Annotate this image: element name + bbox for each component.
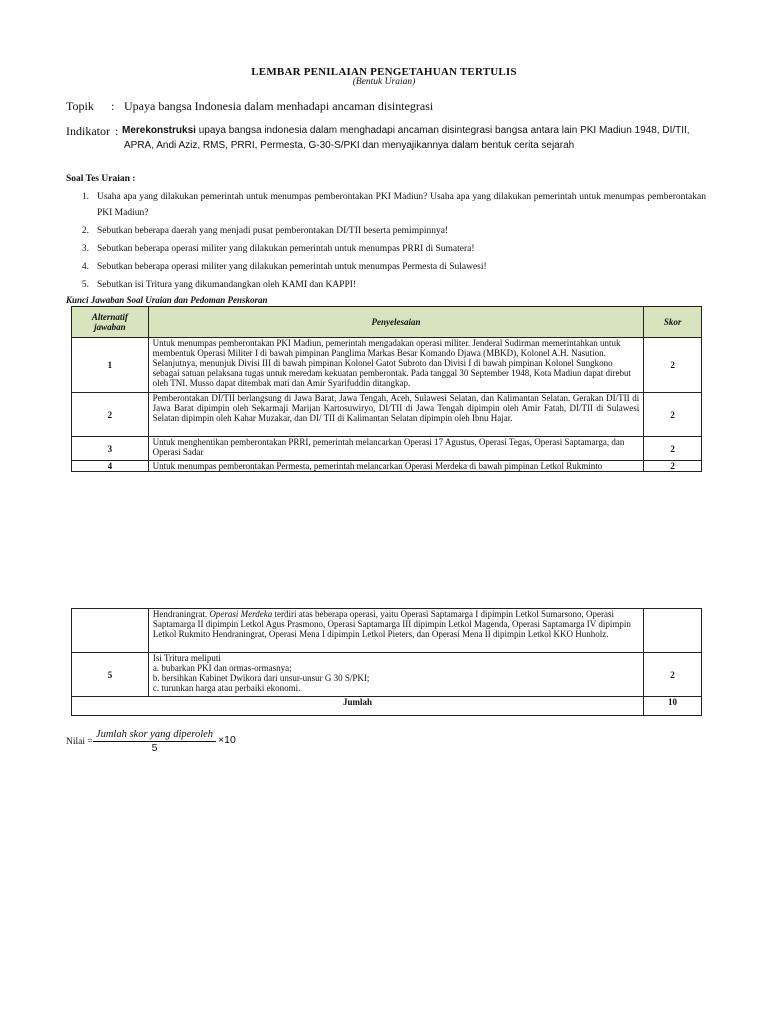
soal-item — [66, 259, 706, 275]
soal-text: Sebutkan beberapa operasi militer yang dilakukan pemerintah untuk menumpas Permesta di Sulawesi! — [97, 262, 487, 272]
table-row — [72, 437, 702, 461]
nilai-multiplier: ×10 — [218, 734, 236, 746]
soal-number: 2. — [81, 226, 89, 236]
row-answer: Untuk menumpas pemberontakan PKI Madiun, pemerintah mengadakan operasi militer. Jenderal Sudirman memerintahkan untuk membentuk Operasi Militer I di bawah pimpinan Panglima Markas Besar Komando Djawa (MBKD), Kolonel A.H. Nasution. Selanjutnya, menunjuk Divisi III di bawah pimpinan Kolonel Gatot Subroto dan Divisi I di bawah pimpinan Kolonel Sungkono sebagai satuan pelaksana tugas untuk meredam kekuatan pemberontak. Pada tanggal 30 September 1948, Kota Madiun dapat direbut oleh TNI. Musso dapat ditembak mati dan Amir Syarifuddin ditangkap. — [148, 338, 644, 393]
topik-separator: : — [111, 99, 115, 113]
cont-text-italic: Operasi Merdeka — [209, 609, 273, 619]
table-row — [72, 461, 702, 472]
row-number: 3 — [72, 437, 149, 461]
indikator-label: Indikator — [66, 124, 110, 138]
topik-text: Upaya bangsa Indonesia dalam menhadapi ancaman disintegrasi — [124, 99, 434, 113]
row-score: 2 — [644, 653, 702, 697]
row-answer: Untuk menumpas pemberontakan Permesta, pemerintah melancarkan Operasi Merdeka di bawah pimpinan Letkol Rukminto — [148, 461, 644, 472]
indikator-separator: : — [115, 124, 119, 138]
answer-table-continued — [71, 608, 702, 716]
row-number: 4 — [72, 461, 149, 472]
topik-label: Topik — [66, 99, 94, 113]
row-answer-continued — [148, 609, 643, 653]
tritura-line: b. bersihkan Kabinet Dwikora dari unsur-unsur G 30 S/PKI; — [152, 673, 370, 683]
table-row — [72, 609, 702, 653]
row-score: 2 — [644, 437, 702, 461]
soal-number: 1. — [81, 192, 89, 202]
soal-number: 4. — [81, 262, 89, 272]
document-subtitle: (Bentuk Uraian) — [352, 77, 416, 87]
table-row — [72, 338, 702, 393]
soal-text: Usaha apa yang dilakukan pemerintah untuk menumpas pemberontakan PKI Madiun? Usaha apa yang dilakukan pemerintah untuk menumpas pemberontakan PKI Madiun? — [97, 192, 706, 218]
row-score: 2 — [644, 338, 702, 393]
nilai-label: Nilai = — [66, 737, 93, 747]
row-number: 5 — [72, 653, 149, 697]
nilai-fraction — [93, 729, 216, 754]
soal-item — [66, 241, 706, 257]
soal-text: Sebutkan isi Tritura yang dikumandangkan oleh KAMI dan KAPPI! — [97, 280, 357, 290]
cont-text-b: terdiri atas beberapa operasi, yaitu Operasi Saptamarga I dipimpin Letkol Sumarsono, Operasi Saptamarga II dipimpin Letkol Agus Prasmono, Operasi Saptamarga III dipimpin Letkol Magenda, Operasi Saptamarga IV dipimpin Letkol Rukmito Hendraningrat, Operasi Mena I dipimpin Letkol Pieters, dan Operasi Mena II dipimpin Letkol KKO Hunholz. — [152, 609, 631, 639]
header-penyelesaian: Penyelesaian — [148, 307, 644, 338]
row-number: 1 — [72, 338, 149, 393]
table-header-row — [72, 307, 702, 338]
nilai-numerator: Jumlah skor yang diperoleh — [93, 729, 216, 742]
table-row — [72, 393, 702, 437]
row-answer: Pemberontakan DI/TII berlangsung di Jawa Barat, Jawa Tengah, Aceh, Sulawesi Selatan, dan Kalimantan Selatan. Gerakan DI/TII di Jawa Barat dipimpin oleh Sekarmaji Marijan Kartosuwiryo, DI/TII di Jawa Tengah dipimpin oleh Amir Fatah, DI/TII di Sulawesi Selatan dipimpin oleh Kahar Muzakar, dan DI/ TII di Kalimantan Selatan dipimpin oleh Ibnu Hajar. — [148, 393, 644, 437]
header-skor: Skor — [644, 307, 702, 338]
soal-item — [66, 223, 706, 239]
soal-number: 5. — [81, 280, 89, 290]
nilai-denominator: 5 — [151, 742, 158, 754]
row-score: 2 — [644, 461, 702, 472]
soal-text: Sebutkan beberapa daerah yang menjadi pusat pemberontakan DI/TII beserta pemimpinnya! — [97, 226, 449, 236]
cont-text-a: Hendraningrat. — [152, 609, 210, 619]
document-title: LEMBAR PENILAIAN PENGETAHUAN TERTULIS — [251, 66, 517, 78]
row-number: 2 — [72, 393, 149, 437]
soal-list — [66, 189, 706, 295]
row-score-empty — [644, 609, 702, 653]
soal-heading: Soal Tes Uraian : — [66, 174, 136, 184]
tritura-line: a. bubarkan PKI dan ormas-ormasnya; — [152, 663, 292, 673]
row-number-empty — [72, 609, 149, 653]
answer-table — [71, 306, 702, 472]
header-alternatif: Alternatif jawaban — [72, 307, 149, 338]
indikator-bold: Merekonstruksi — [122, 125, 196, 136]
row-answer: Untuk menghentikan pemberontakan PRRI, pemerintah melancarkan Operasi 17 Agustus, Operasi Tegas, Operasi Saptamarga, dan Operasi Sadar — [148, 437, 644, 461]
soal-item — [66, 189, 706, 221]
indikator-line2: APRA, Andi Aziz, RMS, PRRI, Permesta, G-30-S/PKI dan menyajikannya dalam bentuk cerita sejarah — [124, 140, 575, 151]
total-row — [72, 697, 702, 716]
tritura-line: Isi Tritura meliputi — [152, 653, 221, 663]
soal-number: 3. — [81, 244, 89, 254]
indikator-line1: upaya bangsa indonesia dalam menghadapi ancaman disintegrasi bangsa antara lain PKI Madiun 1948, DI/TII, — [198, 125, 690, 136]
soal-text: Sebutkan beberapa operasi militer yang dilakukan pemerintah untuk menumpas PRRI di Sumatera! — [97, 244, 475, 254]
row-score: 2 — [644, 393, 702, 437]
soal-item — [66, 277, 706, 293]
total-label: Jumlah — [72, 697, 644, 716]
row-answer — [148, 653, 643, 697]
total-value: 10 — [644, 697, 702, 716]
indikator-text-line1 — [122, 125, 690, 136]
tritura-line: c. turunkan harga atau perbaiki ekonomi. — [152, 683, 301, 693]
kunci-heading: Kunci Jawaban Soal Uraian dan Pedoman Penskoran — [66, 295, 268, 305]
table-row — [72, 653, 702, 697]
